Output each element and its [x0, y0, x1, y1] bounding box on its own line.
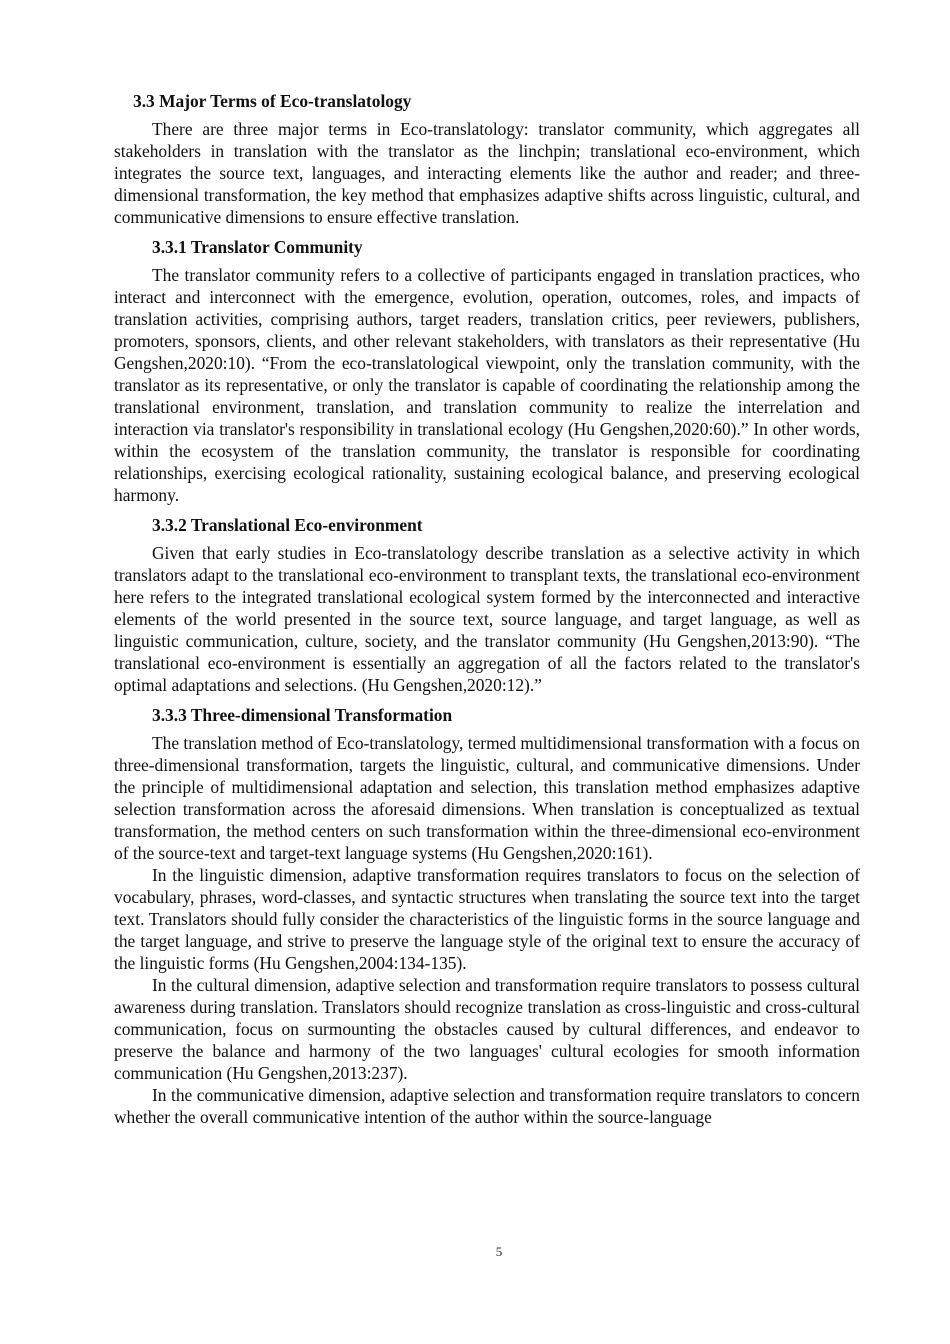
subsection-heading-eco-environment: 3.3.2 Translational Eco-environment: [152, 515, 423, 535]
three-dimensional-paragraph: The translation method of Eco-translatology, termed multidimensional transformation with a focus on three-dimensional transformation, targets the linguistic, cultural, and communicative dimensions. Under the principle of multidimensional adaptation and selection, this translation method emphasizes adaptive selection transformation across the aforesaid dimensions. When translation is conceptualized as textual transformation, the method centers on such transformation within the three-dimensional eco-environment of the source-text and target-text language systems (Hu Gengshen,2020:161).: [114, 733, 860, 863]
translator-community-paragraph: The translator community refers to a collective of participants engaged in translation practices, who interact and interconnect with the emergence, evolution, operation, outcomes, roles, and impacts of translation activities, comprising authors, target readers, translation critics, peer reviewers, publishers, promoters, sponsors, clients, and other relevant stakeholders, with translators as their representative (Hu Gengshen,2020:10). “From the eco-translatological viewpoint, only the translation community, with the translator as its representative, or only the translator is capable of coordinating the relationship among the translational environment, translation, and translation community to realize the interrelation and interaction via translator's responsibility in translational ecology (Hu Gengshen,2020:60).” In other words, within the ecosystem of the translation community, the translator is responsible for coordinating relationships, exercising ecological rationality, sustaining ecological balance, and preserving ecological harmony.: [114, 265, 860, 505]
subsection-heading-translator-community: 3.3.1 Translator Community: [152, 237, 363, 257]
page-number: 5: [495, 1244, 503, 1259]
subsection-heading-three-dimensional: 3.3.3 Three-dimensional Transformation: [152, 705, 453, 725]
section-intro-paragraph: There are three major terms in Eco-translatology: translator community, which aggregates all stakeholders in translation with the translator as the linchpin; translational eco-environment, which integrates the source text, languages, and interacting elements like the author and reader; and three-dimensional transformation, the key method that emphasizes adaptive shifts across linguistic, cultural, and communicative dimensions to ensure effective translation.: [114, 119, 860, 227]
cultural-dimension-paragraph: In the cultural dimension, adaptive selection and transformation require translators to possess cultural awareness during translation. Translators should recognize translation as cross-linguistic and cross-cultural communication, focus on surmounting the obstacles caused by cultural differences, and endeavor to preserve the balance and harmony of the two languages' cultural ecologies for smooth information communication (Hu Gengshen,2013:237).: [114, 975, 860, 1083]
linguistic-dimension-paragraph: In the linguistic dimension, adaptive transformation requires translators to focus on the selection of vocabulary, phrases, word-classes, and syntactic structures when translating the source text into the target text. Translators should fully consider the characteristics of the linguistic forms in the source language and the target language, and strive to preserve the language style of the original text to ensure the accuracy of the linguistic forms (Hu Gengshen,2004:134-135).: [114, 865, 860, 973]
communicative-dimension-paragraph: In the communicative dimension, adaptive selection and transformation require translators to concern whether the overall communicative intention of the author within the source-language: [114, 1085, 860, 1127]
eco-environment-paragraph: Given that early studies in Eco-translatology describe translation as a selective activity in which translators adapt to the translational eco-environment to transplant texts, the translational eco-environment here refers to the integrated translational ecological system formed by the interconnected and interactive elements of the world presented in the source text, source language, and target language, as well as linguistic communication, culture, society, and the translator community (Hu Gengshen,2013:90). “The translational eco-environment is essentially an aggregation of all the factors related to the translator's optimal adaptations and selections. (Hu Gengshen,2020:12).”: [114, 543, 860, 695]
section-heading: 3.3 Major Terms of Eco-translatology: [133, 91, 412, 111]
document-page: [114, 90, 860, 1128]
